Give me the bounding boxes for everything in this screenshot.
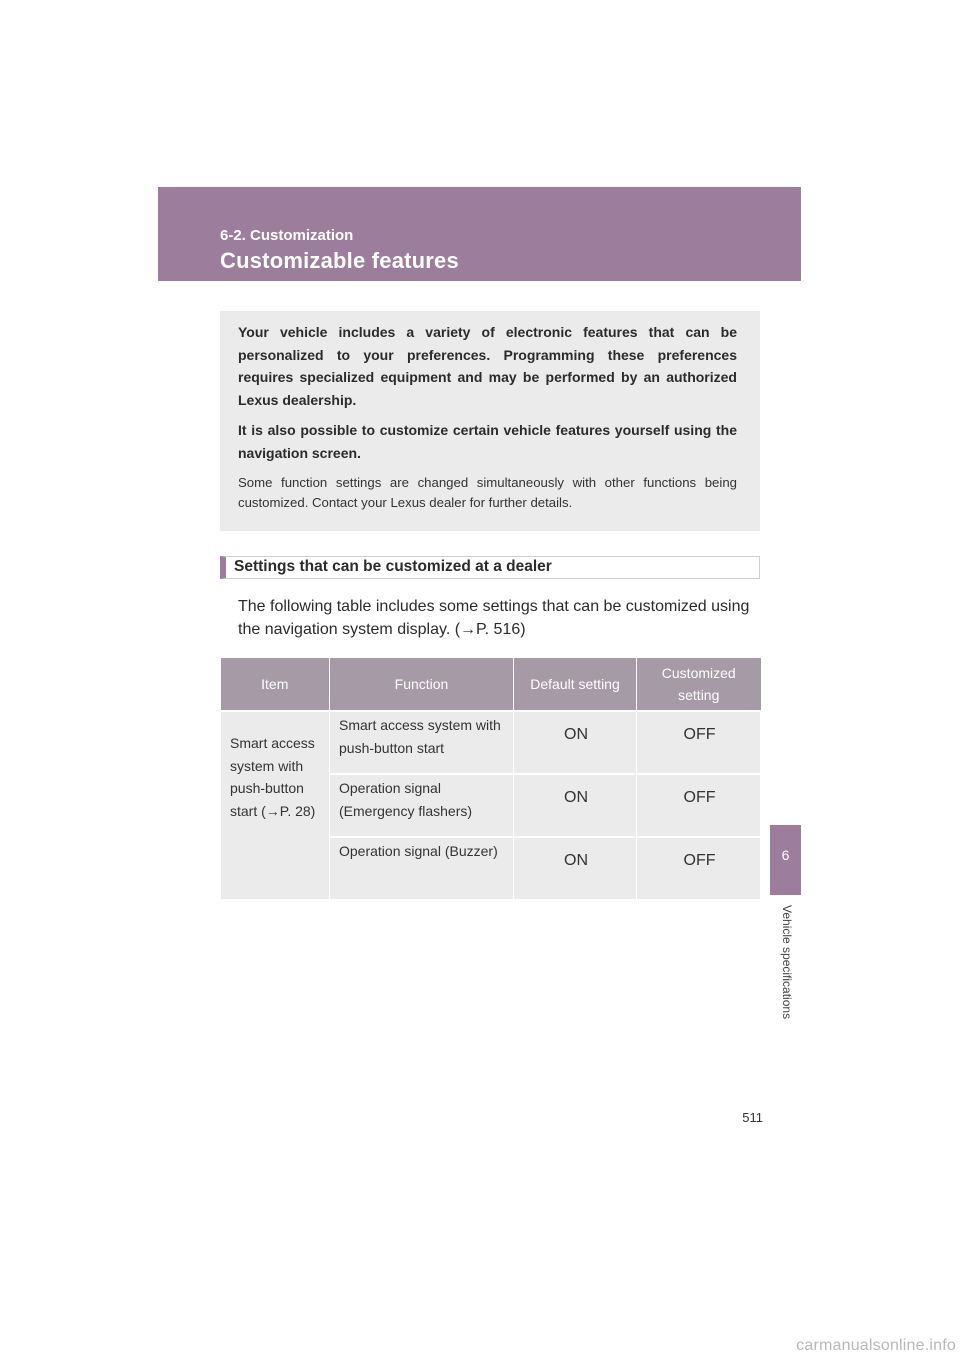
function-cell: Operation signal (Buzzer)	[330, 837, 514, 900]
customized-value-cell: OFF	[637, 837, 761, 900]
customized-value-cell: OFF	[637, 774, 761, 837]
subheading-text: Settings that can be customized at a dealer	[234, 558, 552, 575]
header-default-setting: Default setting	[514, 658, 637, 711]
header-customized-setting: Customized setting	[637, 658, 761, 711]
item-cell: Smart access system with push-button start (→P. 28)	[221, 711, 330, 900]
header-item: Item	[221, 658, 330, 711]
section-label: 6-2. Customization	[220, 227, 354, 244]
function-cell: Smart access system with push-button start	[330, 711, 514, 774]
chapter-header-band	[158, 187, 801, 281]
table-row	[221, 711, 761, 774]
subheading	[220, 556, 760, 579]
default-value-cell: ON	[514, 837, 637, 900]
function-cell: Operation signal (Emergency flashers)	[330, 774, 514, 837]
intro-panel	[220, 311, 760, 531]
table-header-row	[221, 658, 761, 711]
page-title: Customizable features	[220, 248, 459, 273]
settings-table	[220, 658, 761, 900]
watermark: carmanualsonline.info	[796, 1337, 956, 1354]
default-value-cell: ON	[514, 774, 637, 837]
body-text: The following table includes some settings that can be customized using the navigation system display. (→P. 516)	[238, 598, 750, 638]
page-number: 511	[742, 1110, 763, 1125]
intro-paragraph-1: Your vehicle includes a variety of electronic features that can be personalized to your preferences. Programming these preferences requires specialized equipment and may be performed by an authorized Lexus dealership.	[238, 324, 737, 408]
header-function: Function	[330, 658, 514, 711]
chapter-tab-label: Vehicle specifications	[780, 905, 794, 1020]
chapter-tab-number: 6	[781, 847, 790, 863]
customized-value-cell: OFF	[637, 711, 761, 774]
intro-paragraph-2: It is also possible to customize certain vehicle features yourself using the navigation screen.	[238, 422, 737, 461]
intro-paragraph-3: Some function settings are changed simultaneously with other functions being customized. Contact your Lexus dealer for further details.	[238, 475, 737, 510]
chapter-tab	[770, 825, 801, 895]
default-value-cell: ON	[514, 711, 637, 774]
